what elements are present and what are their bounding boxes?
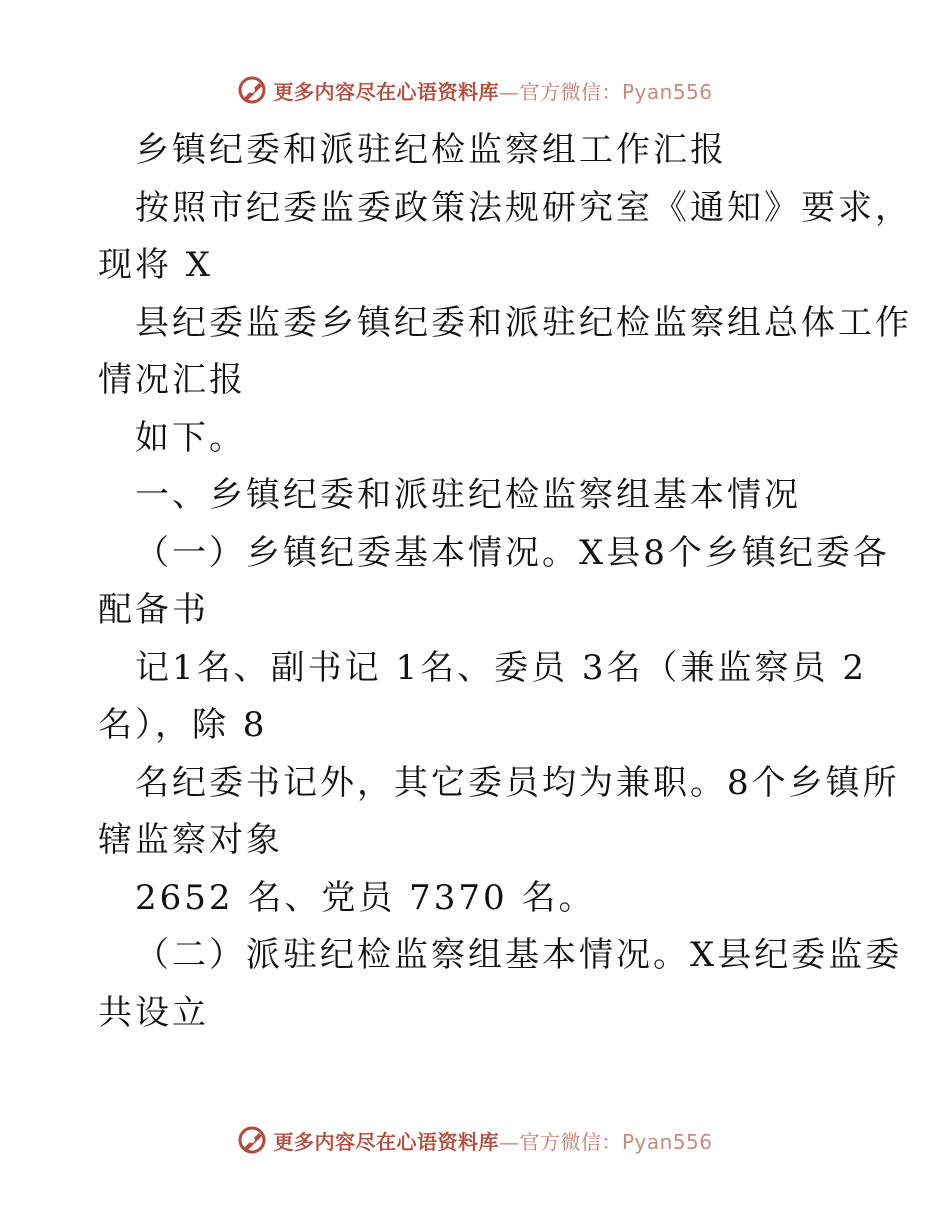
document-body (98, 122, 912, 1042)
watermark-wechat-id: Pyan556 (621, 79, 713, 104)
subsection-heading: （一）乡镇纪委基本情况。X县8个乡镇纪委各 (135, 532, 890, 573)
document-line: 名纪委书记外，其它委员均为兼职。8个乡镇所 (135, 762, 900, 803)
header-watermark (0, 70, 950, 110)
footer-watermark (0, 1120, 950, 1160)
document-line: 配备书 (98, 590, 209, 630)
watermark-official: 官方微信： (519, 1129, 622, 1154)
document-line: 按照市纪委监委政策法规研究室《通知》要求， (135, 187, 912, 228)
subsection-heading: （二）派驻纪检监察组基本情况。X县纪委监委 (135, 935, 903, 975)
watermark-brand: 更多内容尽在心语资料库 (273, 1129, 499, 1154)
document-line: 现将 X (98, 245, 214, 285)
document-line: 记1名、副书记 1名、委员 3名（兼监察员 2 (135, 647, 867, 688)
pen-logo-icon (237, 1125, 267, 1155)
section-heading: 一、乡镇纪委和派驻纪检监察组基本情况 (135, 475, 801, 515)
document-line: 2652 名、党员 7370 名。 (135, 877, 596, 918)
document-title: 乡镇纪委和派驻纪检监察组工作汇报 (135, 130, 727, 170)
watermark-official: 官方微信： (519, 79, 622, 104)
pen-logo-icon (237, 75, 267, 105)
watermark-text (273, 76, 712, 105)
watermark-brand: 更多内容尽在心语资料库 (273, 79, 499, 104)
watermark-text (273, 1126, 712, 1155)
document-line: 县纪委监委乡镇纪委和派驻纪检监察组总体工作 (135, 302, 912, 343)
document-line: 共设立 (98, 992, 209, 1033)
watermark-separator: — (498, 79, 520, 104)
document-line: 辖监察对象 (98, 820, 283, 860)
document-line: 如下。 (135, 417, 246, 458)
document-line: 情况汇报 (98, 360, 246, 400)
watermark-separator: — (498, 1129, 520, 1154)
document-line: 名），除 8 (98, 705, 268, 745)
watermark-wechat-id: Pyan556 (621, 1129, 713, 1154)
